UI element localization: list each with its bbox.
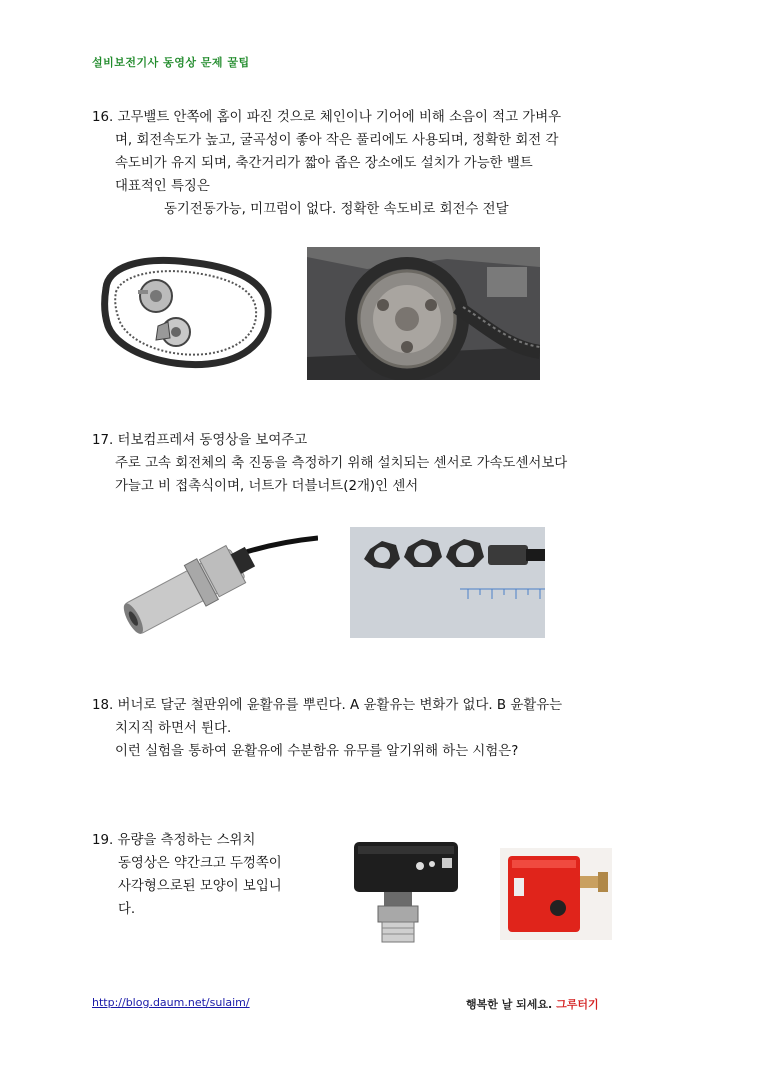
q19-line3: 사각형으로된 모양이 보입니 (118, 879, 282, 894)
q16-line4: 대표적인 특징은 (115, 179, 210, 194)
q19-line2: 동영상은 약간크고 두껑쪽이 (118, 856, 282, 871)
q17-line2: 주로 고속 회전체의 축 진동을 측정하기 위해 설치되는 센서로 가속도센서보다 (115, 456, 568, 471)
black-flow-switch-photo (350, 836, 466, 948)
red-flow-switch-photo (500, 848, 612, 940)
q17-line3: 가늘고 비 접촉식이며, 너트가 더블너트(2개)인 센서 (115, 479, 419, 494)
q16-answer: 동기전동가능, 미끄럼이 없다. 정확한 속도비로 회전수 전달 (164, 202, 509, 217)
blog-url-link[interactable]: http://blog.daum.net/sulaim/ (92, 996, 250, 1009)
footer-slogan: 행복한 날 되세요. (466, 998, 553, 1011)
proximity-sensor-photo (98, 526, 318, 638)
timing-belt-kit-photo (98, 248, 274, 374)
sensor-with-nuts-photo (350, 527, 545, 638)
q19-line4: 다. (118, 902, 136, 917)
q18-line1: 18. 버너로 달군 철판위에 윤활유를 뿌린다. A 윤활유는 변화가 없다. B 윤활유는 (92, 698, 563, 713)
page-header: 설비보전기사 동영상 문제 꿀팁 (92, 56, 250, 69)
q18-line3: 이런 실험을 통하여 윤활유에 수분함유 유무를 알기위해 하는 시험은? (115, 744, 519, 759)
engine-timing-belt-photo (307, 247, 540, 380)
footer-author: 그루터기 (556, 998, 599, 1011)
q16-line3: 속도비가 유지 되며, 축간거리가 짧아 좁은 장소에도 설치가 가능한 밸트 (115, 156, 533, 171)
q17-line1: 17. 터보컴프레셔 동영상을 보여주고 (92, 433, 308, 448)
q16-line2: 며, 회전속도가 높고, 굴곡성이 좋아 작은 풀리에도 사용되며, 정확한 회전 각 (115, 133, 559, 148)
q18-line2: 치지직 하면서 튄다. (115, 721, 232, 736)
q19-line1: 19. 유량을 측정하는 스위치 (92, 833, 256, 848)
footer-signature (466, 996, 599, 1012)
q16-line1: 16. 고무밸트 안쪽에 홈이 파진 것으로 체인이나 기어에 비해 소음이 적고 가벼우 (92, 110, 562, 125)
